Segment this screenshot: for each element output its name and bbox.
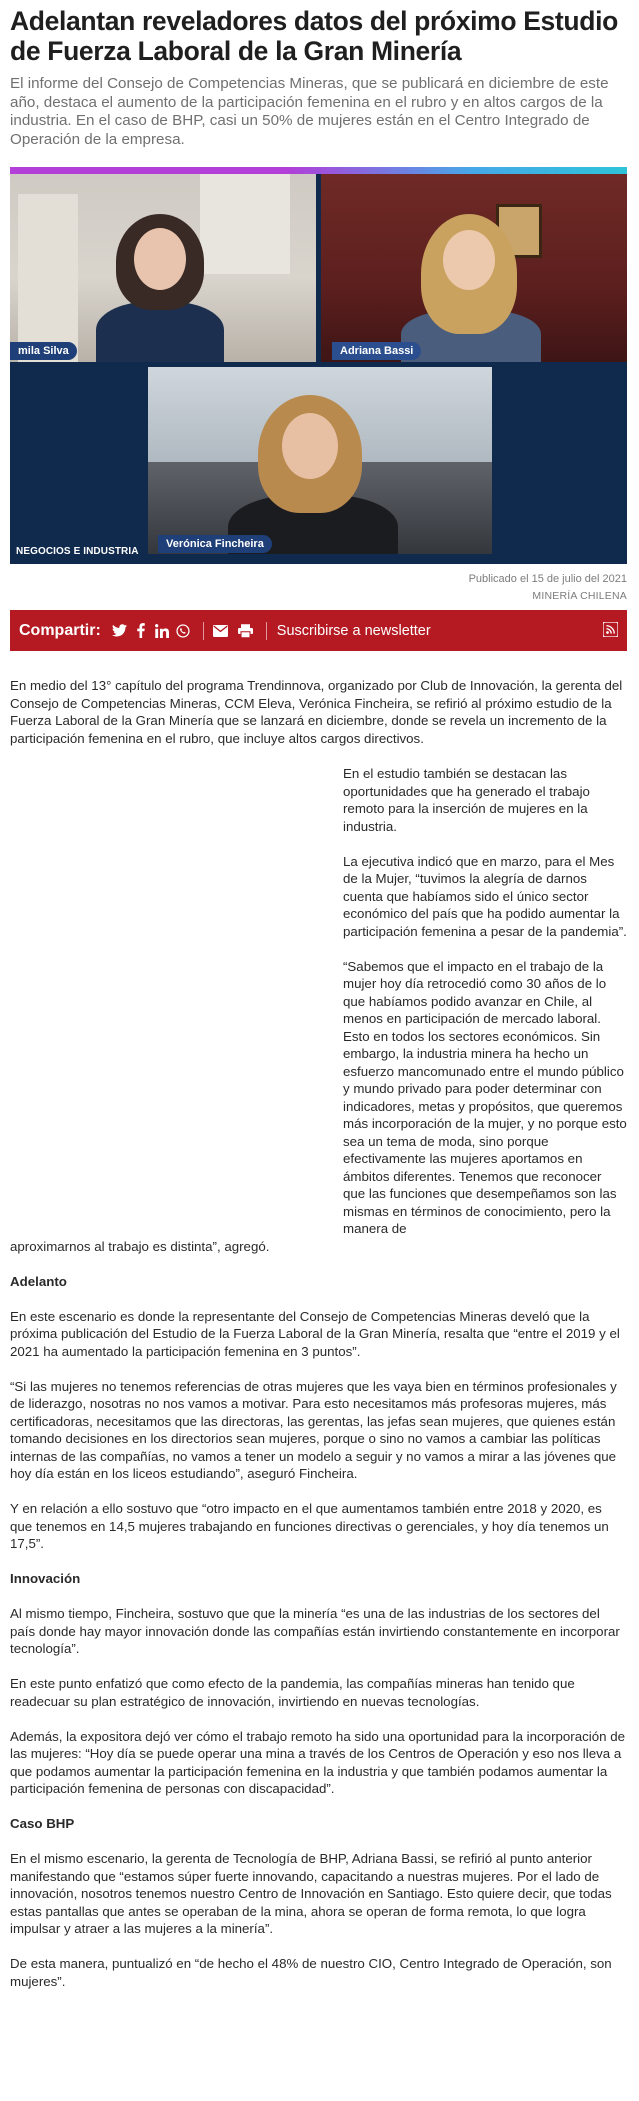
person-2: [421, 214, 521, 362]
paragraph: “Sabemos que el impacto en el trabajo de la mujer hoy día retrocedió como 30 años de lo que habíamos podido avanzar en Chile, al menos en participación de mercado laboral. Esto en todos los sectores económicos. Sin embargo, la industria minera ha hecho un esfuerzo mancomunado entre el mundo público y mundo privado para poder determinar con indicadores, metas y propósitos, que queremos más incorporación de la mujer, y no porque esto sea un tema de moda, sino porque efectivamente las mujeres aportamos en ámbitos diferentes. Tenemos que reconocer que las funciones que desempeñamos son las mismas en términos de conocimiento, pero la manera de: [343, 958, 627, 1236]
rss-icon[interactable]: [603, 622, 618, 637]
person-1: [116, 214, 204, 362]
linkedin-icon[interactable]: [153, 622, 171, 640]
share-separator-2: [266, 622, 267, 640]
twitter-icon[interactable]: [111, 622, 129, 640]
window: [200, 174, 290, 274]
newsletter-link[interactable]: Suscribirse a newsletter: [276, 622, 431, 639]
paragraph: En el mismo escenario, la gerenta de Tecnología de BHP, Adriana Bassi, se refirió al punto anterior manifestando que “estamos súper fuerte innovando, capacitando a nuestras mujeres. Por el lado de innovación, nosotros tenemos nuestro Centro de Innovación en Santiago. Esto quiere decir, que todas estas pantallas que antes se operaban de la mina, ahora se operan de forma remota, lo que logra impulsar y atraer a las mujeres a la minería”.: [10, 1851, 612, 1936]
paragraph: Además, la expositora dejó ver cómo el trabajo remoto ha sido una oportunidad para la incorporación de las mujeres: “Hoy día se puede operar una mina a través de los Centros de Operación y eso nos lleva a que podamos aumentar la participación femenina en la industria y que también podamos aumentar la participación femenina de personas con discapacidad”.: [10, 1728, 625, 1796]
section-heading-caso-bhp: Caso BHP: [10, 1816, 75, 1831]
article-container: [10, 0, 627, 1990]
share-bar: [10, 610, 627, 651]
print-icon[interactable]: [237, 622, 255, 640]
photo-top-gradient: [10, 167, 627, 174]
paragraph: En medio del 13° capítulo del programa Trendinnova, organizado por Club de Innovación, la gerenta del Consejo de Competencias Mineras, CCM Eleva, Verónica Fincheira, se refirió al próximo estudio de la Fuerza Laboral de la Gran Minería que se lanzará en diciembre, donde se revela un incremento de la participación femenina en el rubro, que incluye altos cargos directivos.: [10, 678, 623, 746]
article-source: MINERÍA CHILENA: [532, 590, 627, 602]
publish-date: Publicado el 15 de julio del 2021: [468, 573, 627, 585]
article-title: Adelantan reveladores datos del próximo Estudio de Fuerza Laboral de la Gran Minería: [10, 6, 618, 66]
video-panel-3: [148, 367, 492, 554]
paragraph: Y en relación a ello sostuvo que “otro impacto en el que aumentamos también entre 2018 y 2020, es que tenemos en 14,5 mujeres trabajando en funciones directivas o gerenciales, y hoy día tenemos un 17,5”.: [10, 1501, 609, 1551]
share-label: Compartir:: [19, 621, 101, 639]
article-body: [10, 677, 627, 1990]
paragraph: De esta manera, puntualizó en “de hecho el 48% de nuestro CIO, Centro Integrado de Operación, son mujeres”.: [10, 1956, 612, 1989]
facebook-icon[interactable]: [132, 622, 150, 640]
float-block: [10, 765, 627, 1238]
photo-watermark: NEGOCIOS E INDUSTRIA: [16, 546, 139, 557]
video-panel-1: [10, 174, 316, 362]
article-lead: El informe del Consejo de Competencias Mineras, que se publicará en diciembre de este año, destaca el aumento de la participación femenina en el rubro y en altos cargos de la industria. En el caso de BHP, casi un 50% de mujeres están en el Centro Integrado de Operación de la empresa.: [10, 75, 609, 148]
paragraph: aproximarnos al trabajo es distinta”, agregó.: [10, 1238, 270, 1254]
video-panel-2: [321, 174, 627, 362]
article-photo: [10, 167, 627, 564]
float-column: [343, 765, 627, 1238]
nameplate-2: Adriana Bassi: [332, 342, 421, 360]
share-separator: [203, 622, 204, 640]
paragraph: “Si las mujeres no tenemos referencias de otras mujeres que les vaya bien en términos profesionales y de liderazgo, nosotras no nos vamos a motivar. Para esto necesitamos más profesoras mujeres, más certificadoras, necesitamos que las directoras, las gerentas, las jefas sean mujeres, que quienes están tomando decisiones en los directorios sean mujeres, porque o sino no vamos a cambiar las políticas internas de las compañías, no vamos a tener un modelo a seguir y no vamos a mirar a las jóvenes que hoy día están en los liceos estudiando”, aseguró Fincheira.: [10, 1378, 617, 1481]
paragraph: Al mismo tiempo, Fincheira, sostuvo que que la minería “es una de las industrias de los sectores del país donde hay mayor innovación donde las compañías están invirtiendo constantemente en incorporar tecnología”.: [10, 1606, 620, 1656]
paragraph: En este escenario es donde la representante del Consejo de Competencias Mineras develó que la próxima publicación del Estudio de la Fuerza Laboral de la Gran Minería, resalta que “entre el 2019 y el 2021 ha aumentado la participación femenina en 3 puntos”.: [10, 1308, 620, 1359]
paragraph: La ejecutiva indicó que en marzo, para el Mes de la Mujer, “tuvimos la alegría de darnos cuenta que habíamos sido el único sector económico del país que ha podido aumentar la participación femenina a pesar de la pandemia”.: [343, 853, 627, 939]
section-heading-adelanto: Adelanto: [10, 1273, 67, 1289]
paragraph: En el estudio también se destacan las oportunidades que ha generado el trabajo remoto para la inserción de mujeres en la industria.: [343, 766, 590, 834]
email-icon[interactable]: [212, 622, 230, 640]
embedded-media-space: [10, 765, 343, 1238]
paragraph: En este punto enfatizó que como efecto de la pandemia, las compañías mineras han tenido que readecuar su plan estratégico de innovación, invirtiendo en nuevas tecnologías.: [10, 1676, 575, 1709]
door: [18, 194, 78, 362]
whatsapp-icon[interactable]: [174, 622, 192, 640]
nameplate-1: mila Silva: [10, 342, 77, 360]
section-heading-innovacion: Innovación: [10, 1571, 81, 1586]
nameplate-3: Verónica Fincheira: [158, 535, 272, 553]
person-3: [258, 395, 368, 554]
